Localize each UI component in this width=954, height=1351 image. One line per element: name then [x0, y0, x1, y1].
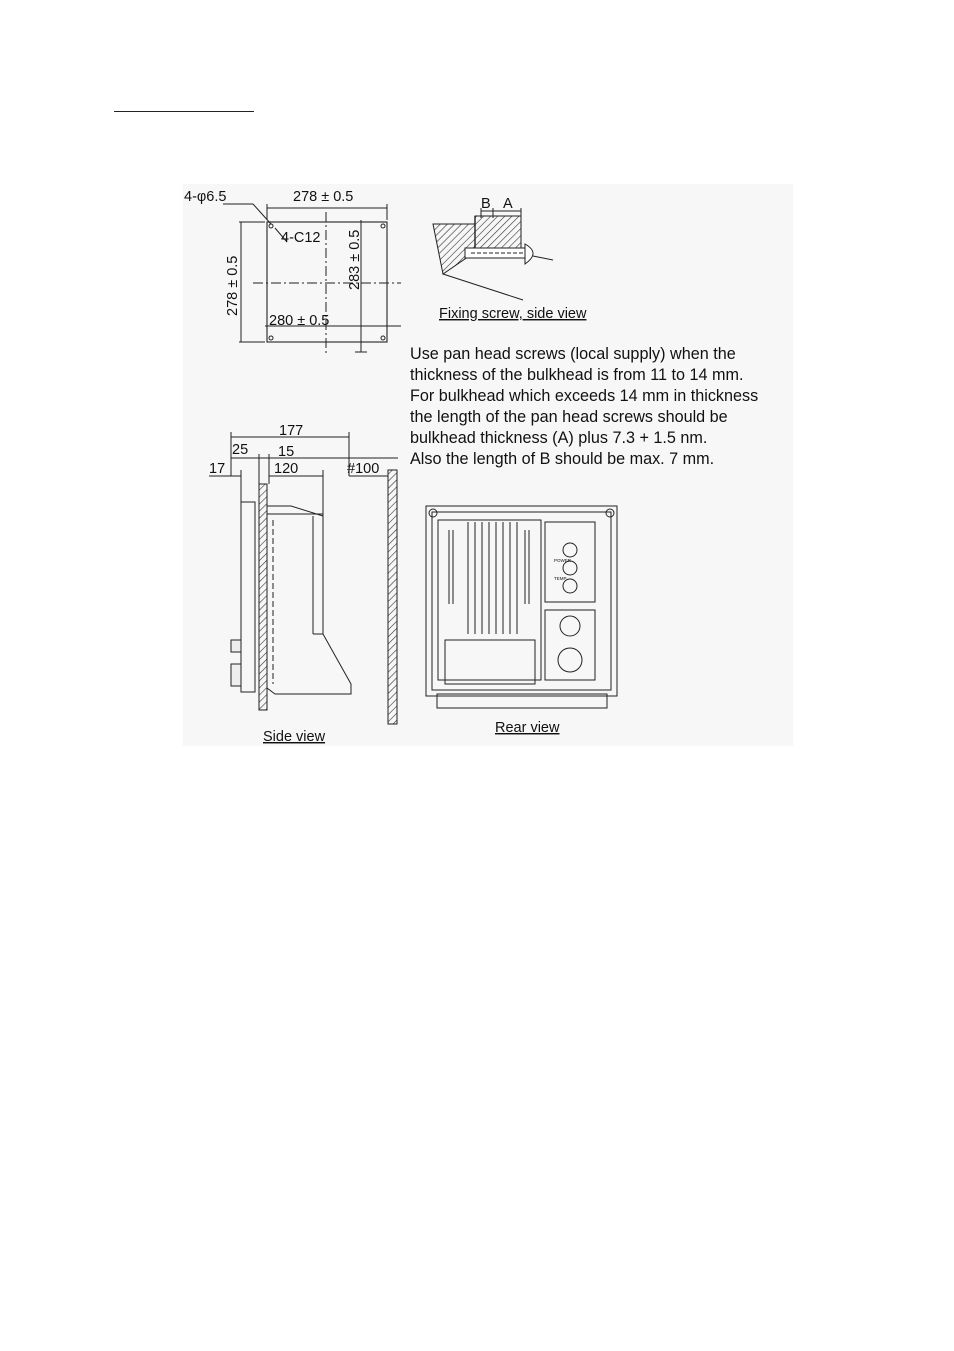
note-line: the length of the pan head screws should be	[410, 408, 728, 426]
dim-17-label: 17	[209, 461, 226, 477]
hole-leader	[253, 204, 271, 224]
screw-label-a: A	[503, 196, 513, 212]
installation-note	[410, 344, 800, 470]
hole-tr	[381, 224, 385, 228]
rear-connector-3	[563, 579, 577, 593]
header-rule	[114, 111, 254, 112]
side-connector	[231, 664, 241, 686]
cutout-width-top-label: 278 ± 0.5	[293, 189, 354, 205]
screw-label-b: B	[481, 196, 491, 212]
dim-177-label: 177	[279, 423, 304, 439]
cutout-height-right-label: 283 ± 0.5	[347, 229, 363, 290]
dim-100-label: #100	[347, 461, 380, 477]
side-wall	[388, 470, 397, 724]
cutout-corner-label: 4-C12	[281, 230, 321, 246]
cutout-width-bottom-label: 280 ± 0.5	[269, 313, 330, 329]
rear-outline	[426, 506, 617, 696]
cutout-height-left-label: 278 ± 0.5	[225, 255, 241, 316]
hole-br	[381, 336, 385, 340]
rear-view-drawing	[426, 506, 617, 708]
dim-120-label: 120	[274, 461, 299, 477]
rear-view-caption: Rear view	[495, 720, 560, 736]
note-line: Also the length of B should be max. 7 mm.	[410, 450, 715, 468]
rear-power-label: POWER	[554, 558, 572, 563]
side-bulkhead	[259, 484, 267, 710]
rear-temp-label: TEMP	[554, 576, 567, 581]
rear-screw-tr	[606, 509, 614, 517]
hole-bl	[269, 336, 273, 340]
side-body	[267, 506, 351, 694]
rear-heatsink-fins	[449, 522, 529, 634]
cutout-drawing	[223, 204, 401, 354]
note-line: Use pan head screws (local supply) when the	[410, 345, 736, 363]
hole-tl	[269, 224, 273, 228]
fixing-screw-drawing	[433, 208, 553, 300]
rear-connector-1	[563, 543, 577, 557]
dim-15-label: 15	[278, 444, 295, 460]
rear-connector-5	[558, 648, 582, 672]
fixing-screw-caption: Fixing screw, side view	[439, 306, 587, 322]
note-line: bulkhead thickness (A) plus 7.3 + 1.5 nm.	[410, 429, 708, 447]
side-front-panel	[241, 502, 255, 692]
rear-connector-panel-bottom	[545, 610, 595, 680]
cutout-holes-label: 4-φ6.5	[184, 189, 227, 205]
screw-head	[525, 244, 533, 264]
note-line: thickness of the bulkhead is from 11 to 14 mm.	[410, 366, 744, 384]
note-line: For bulkhead which exceeds 14 mm in thickness	[410, 387, 759, 405]
rear-screw-tl	[429, 509, 437, 517]
side-view-caption: Side view	[263, 729, 326, 745]
dim-25-label: 25	[232, 442, 249, 458]
rear-connector-2	[563, 561, 577, 575]
rear-cover-plate	[445, 640, 535, 684]
rear-connector-4	[560, 616, 580, 636]
